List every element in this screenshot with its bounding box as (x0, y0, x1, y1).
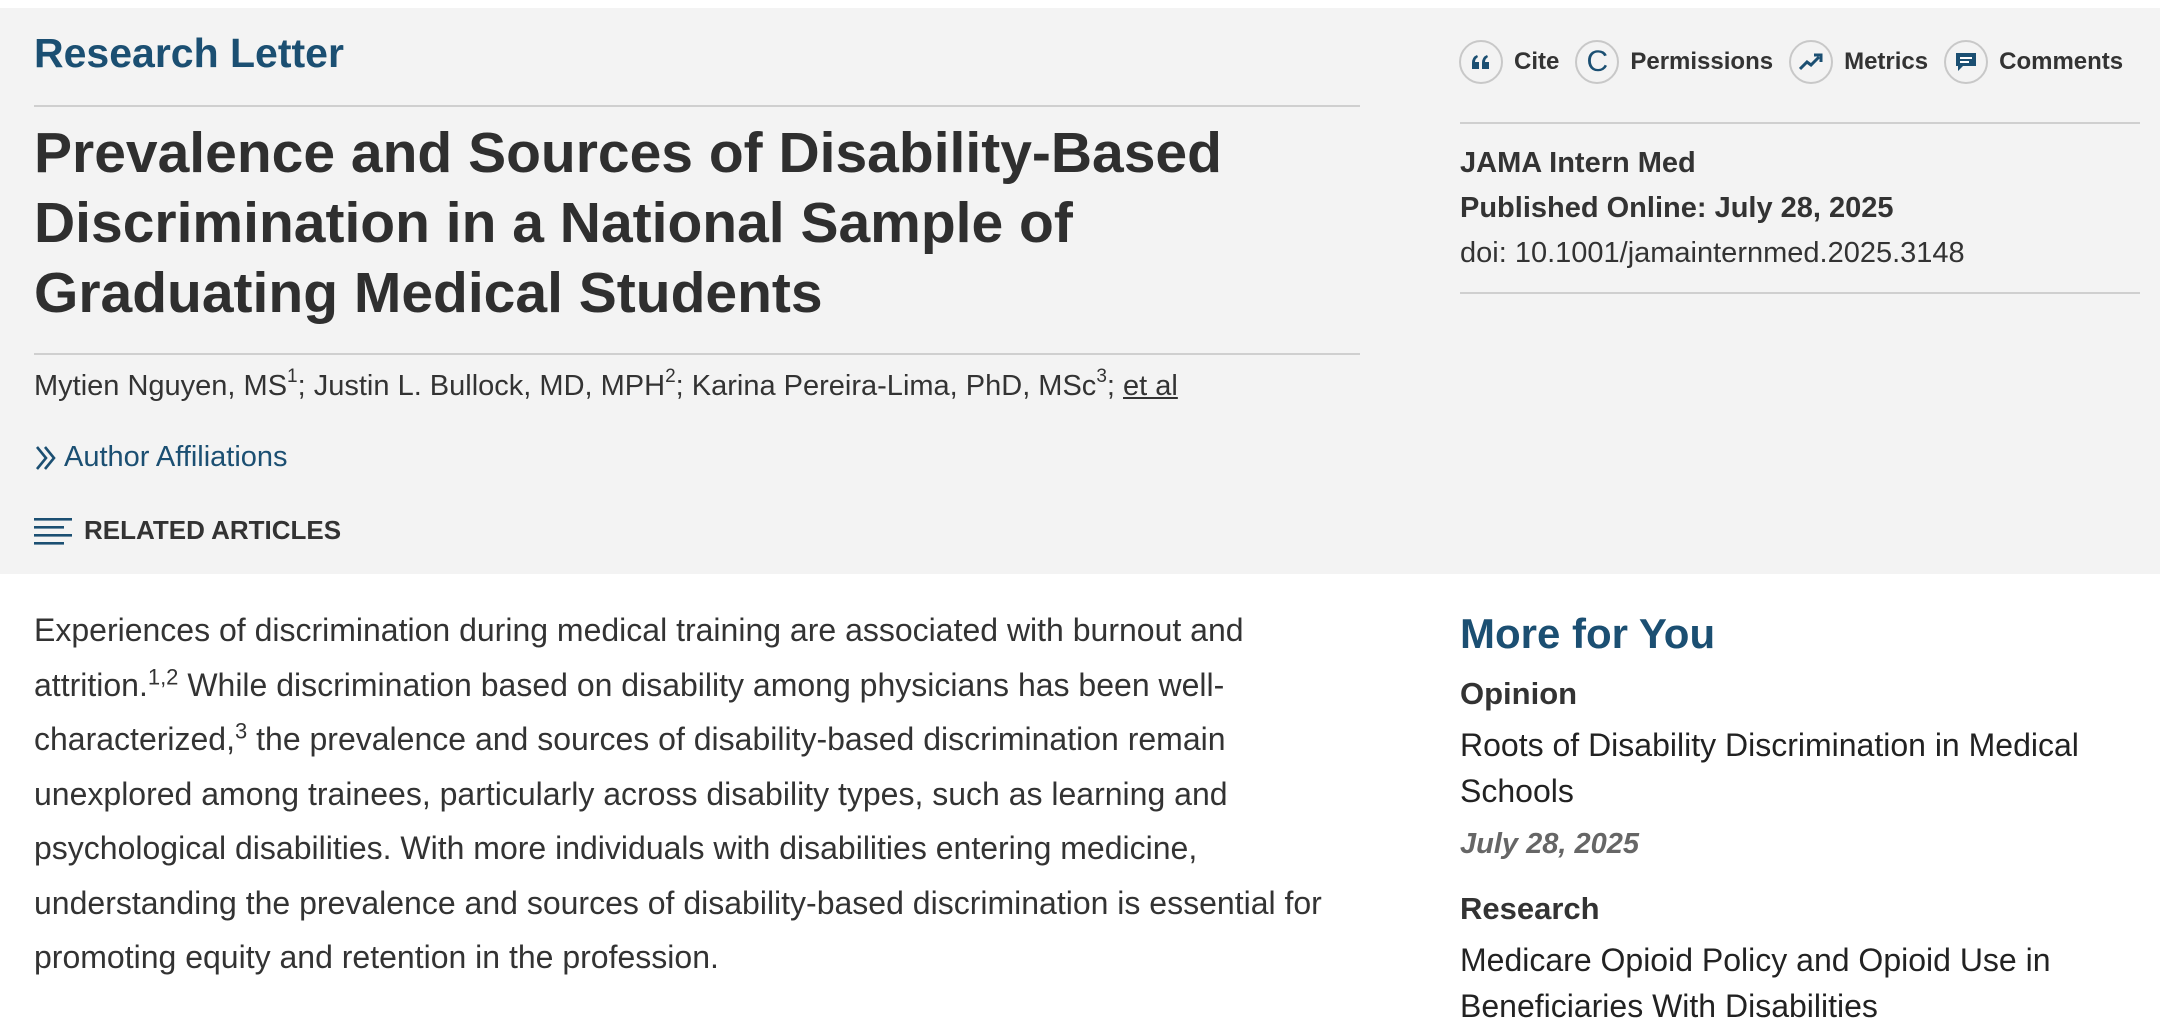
page-title: Prevalence and Sources of Disability-Based Discrimination in a National Sample of Graduating Medical Students (34, 121, 1222, 325)
reference-link[interactable]: 1,2 (147, 663, 179, 689)
recommendation-link[interactable]: Medicare Opioid Policy and Opioid Use in Beneficiaries With Disabilities (1460, 942, 2051, 1024)
recommendation-date: July 28, 2025 (1460, 828, 1639, 860)
author-name[interactable]: Karina Pereira-Lima, PhD, MSc (691, 370, 1097, 402)
comments-label: Comments (1999, 48, 2124, 75)
permissions-button[interactable] (1575, 40, 1773, 84)
recommendation-link[interactable]: Roots of Disability Discrimination in Medical Schools (1460, 727, 2079, 809)
author-name[interactable]: Justin L. Bullock, MD, MPH (313, 370, 666, 402)
article-type-label: Research Letter (34, 30, 344, 76)
article-toolbar (1459, 40, 2139, 84)
author-affiliations-toggle[interactable] (34, 441, 288, 474)
divider (34, 353, 1360, 355)
reference-link[interactable]: 3 (234, 718, 248, 744)
divider (34, 105, 1360, 107)
trend-icon (1789, 40, 1833, 84)
divider (1460, 292, 2140, 294)
permissions-label: Permissions (1630, 48, 1774, 75)
cite-label: Cite (1514, 48, 1560, 75)
body-text: Experiences of discrimination during medical training are associated with burnout and attrition. (34, 612, 1244, 703)
article-body-paragraph (34, 603, 1374, 985)
recommendation-category: Opinion (1460, 676, 1578, 711)
metrics-label: Metrics (1844, 48, 1929, 75)
author-list: Mytien Nguyen, $MS^1$; Justin L. Bullock, MD, MPH$^2$; Karina Pereira-Lima, PhD, MSc$^3$; et al (34, 366, 1178, 402)
quote-icon (1459, 40, 1503, 84)
cite-button[interactable] (1459, 40, 1559, 84)
more-for-you-panel (1460, 606, 2150, 1029)
copyright-glyph: C (1586, 45, 1609, 78)
comments-button[interactable] (1944, 40, 2123, 84)
related-articles-toggle[interactable] (34, 515, 341, 546)
metrics-button[interactable] (1789, 40, 1928, 84)
affiliation-ref: 2 (665, 366, 676, 387)
list-icon (34, 516, 72, 546)
comment-icon (1944, 40, 1988, 84)
author-name[interactable]: Mytien Nguyen, MS (34, 370, 288, 402)
related-articles-label: RELATED ARTICLES (84, 515, 342, 545)
recommendation-category: Research (1460, 891, 1600, 926)
chevron-double-right-icon (34, 444, 58, 472)
divider (1460, 122, 2140, 124)
article-metadata (1460, 141, 1965, 276)
body-text: the prevalence and sources of disability-based discrimination remain unexplored among trainees, particularly across disability types, such as learning and psychological disabilities. With more individuals with disabilities entering medicine, understanding the prevalence and sources of disability-based discrimination is essential for promoting equity and retention in the profession. (34, 721, 1322, 975)
publish-date: Published Online: July 28, 2025 (1460, 192, 1894, 224)
copyright-icon (1575, 40, 1619, 84)
journal-name: JAMA Intern Med (1460, 147, 1696, 179)
body-text: While discrimination based on disability among physicians has been well-characterized, (34, 666, 1225, 757)
affiliations-label: Author Affiliations (64, 441, 288, 473)
affiliation-ref: 1 (287, 366, 298, 387)
doi: doi: 10.1001/jamainternmed.2025.3148 (1460, 237, 1965, 269)
et-al-link[interactable]: et al (1123, 370, 1178, 402)
affiliation-ref: 3 (1096, 366, 1107, 387)
top-strip (0, 0, 2160, 8)
more-for-you-heading: More for You (1460, 610, 1716, 657)
